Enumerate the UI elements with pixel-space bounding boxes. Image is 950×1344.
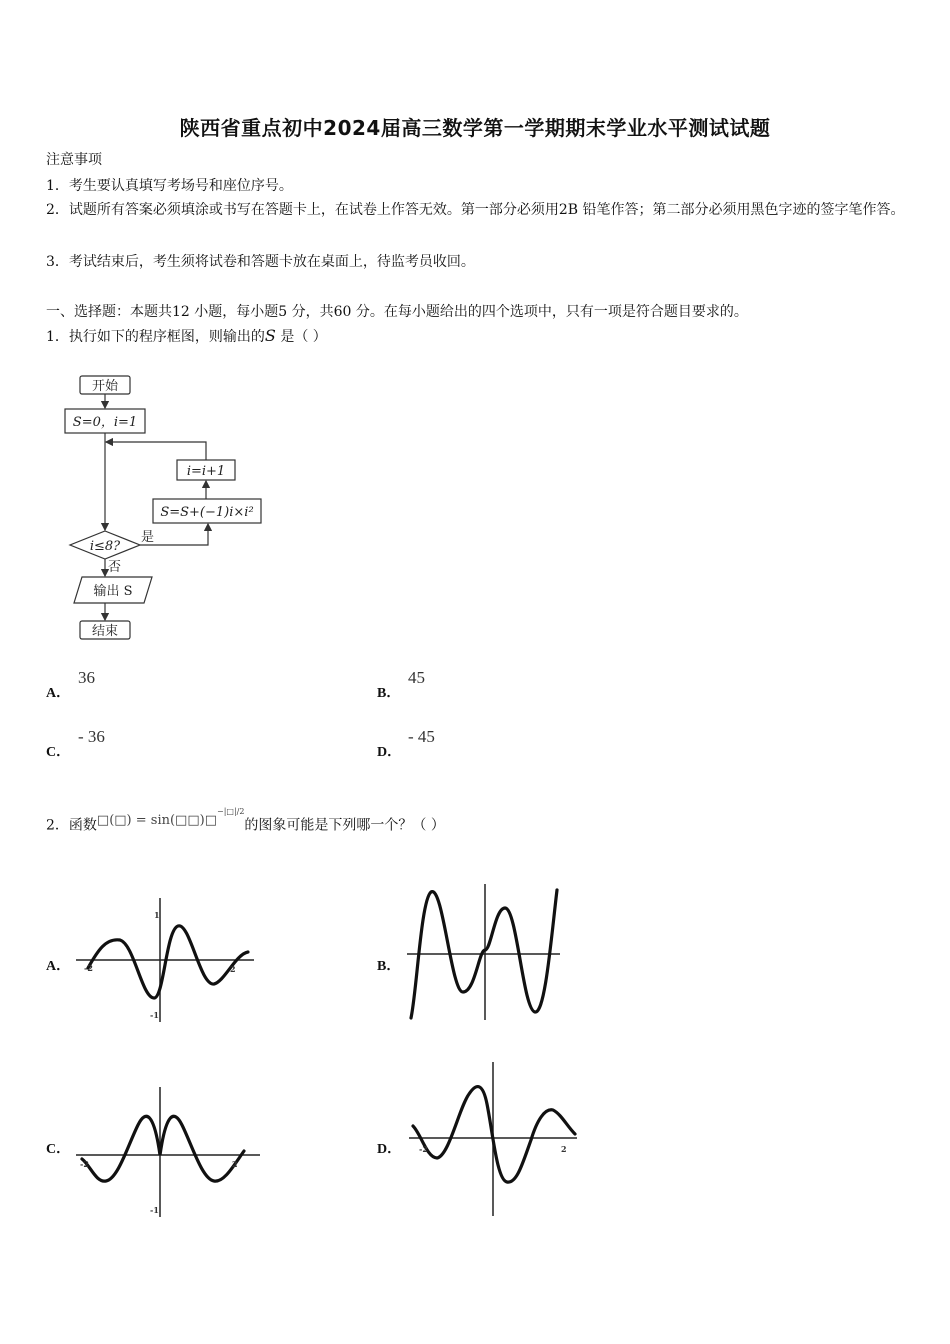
q2-graph-c[interactable] <box>74 1085 264 1220</box>
notice-item-1: 1．考生要认真填写考场号和座位序号。 <box>46 178 293 194</box>
q1-stem-var: S <box>264 326 276 345</box>
flowchart-update-s-text: S=S+(−1)i×i² <box>160 505 254 520</box>
q2-graph-d[interactable] <box>405 1058 585 1218</box>
q2-formula-exponent: −|□|/2 <box>216 807 245 816</box>
section-heading: 一、选择题：本题共12 小题，每小题5 分，共60 分。在每小题给出的四个选项中，只有一项是符合题目要求的。 <box>46 304 748 320</box>
q1-option-d-value: - 45 <box>408 727 435 746</box>
graph-a-tick-bottom: -1 <box>150 1010 159 1020</box>
q1-option-c-label[interactable]: C． <box>46 745 71 760</box>
graph-a-tick-right: 2 <box>230 964 236 974</box>
q1-flowchart <box>60 368 270 648</box>
graph-c-tick-bottom: -1 <box>150 1205 159 1215</box>
q1-stem <box>46 326 327 347</box>
notice-item-3: 3．考试结束后，考生须将试卷和答题卡放在桌面上，待监考员收回。 <box>46 254 475 270</box>
q1-option-c-value: - 36 <box>78 727 105 746</box>
flowchart-init-text: S=0，i=1 <box>72 415 138 430</box>
flowchart-no-label: 否 <box>108 560 122 575</box>
q1-option-b-label[interactable]: B． <box>377 686 401 701</box>
graph-a-tick-left: -2 <box>84 963 93 973</box>
flowchart-update-i-text: i=i+1 <box>186 464 226 479</box>
flowchart-output-text: 输出 S <box>93 584 133 599</box>
flowchart-yes-label: 是 <box>141 530 155 545</box>
q2-graph-b[interactable] <box>405 880 565 1025</box>
graph-d-tick-right: 2 <box>561 1144 567 1154</box>
graph-c-tick-left: -2 <box>80 1159 89 1169</box>
q2-option-d-label[interactable]: D． <box>377 1142 402 1157</box>
q2-option-a-label[interactable]: A． <box>46 959 71 974</box>
q1-option-b-value: 45 <box>408 668 425 687</box>
q2-graph-a[interactable] <box>74 890 259 1025</box>
q2-option-b-label[interactable]: B． <box>377 959 401 974</box>
q1-option-a-label[interactable]: A． <box>46 686 71 701</box>
flowchart-condition-text: i≤8? <box>89 539 121 554</box>
q2-option-c-label[interactable]: C． <box>46 1142 71 1157</box>
q2-formula: □(□) = sin(□□)□ <box>96 812 217 828</box>
q2-stem-pre: 2．函数 <box>46 817 97 834</box>
graph-c-tick-right: 2 <box>232 1159 238 1169</box>
graph-a-tick-top: 1 <box>154 910 160 920</box>
q1-stem-pre: 1．执行如下的程序框图，则输出的 <box>46 329 265 345</box>
q1-option-a-value: 36 <box>78 668 95 687</box>
flowchart-start-text: 开始 <box>91 379 119 394</box>
page-title: 陕西省重点初中2024届高三数学第一学期期末学业水平测试试题 <box>179 116 771 140</box>
q1-option-d-label[interactable]: D． <box>377 745 402 760</box>
notice-heading: 注意事项 <box>46 152 102 168</box>
flowchart-end-text: 结束 <box>91 624 119 639</box>
q2-stem-post: 的图象可能是下列哪一个？（ ） <box>244 817 445 834</box>
q2-stem <box>46 807 445 837</box>
graph-d-tick-left: -2 <box>419 1144 428 1154</box>
notice-item-2: 2．试题所有答案必须填涂或书写在答题卡上，在试卷上作答无效。第一部分必须用2B 铅笔作答；第二部分必须用黑色字迹的签字笔作答。 <box>46 202 905 218</box>
q1-stem-post: 是（ ） <box>280 329 327 345</box>
